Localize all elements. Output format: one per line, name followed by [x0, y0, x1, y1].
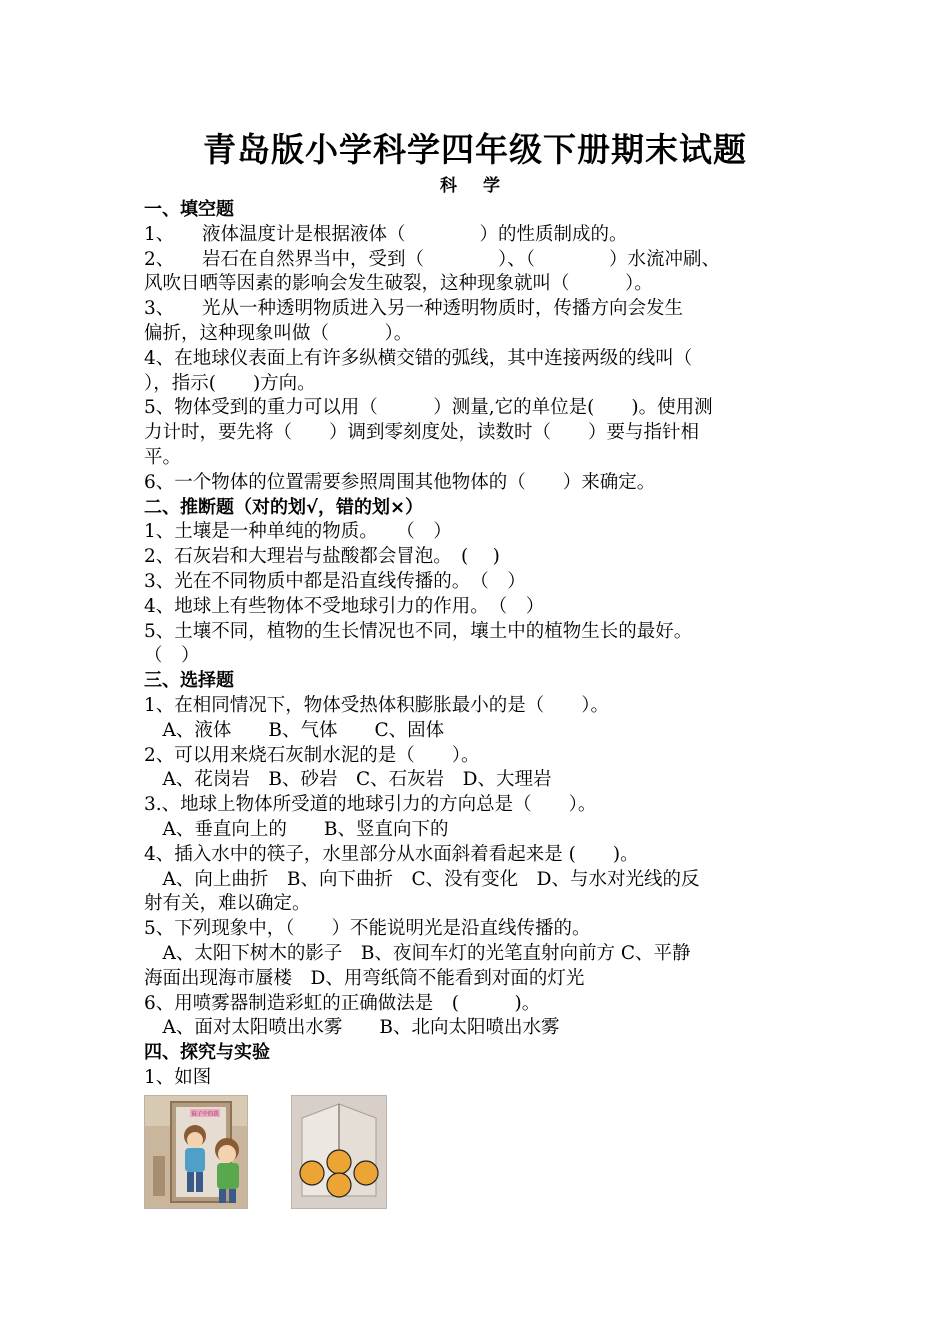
section-heading-fill-blank: 一、填空题	[144, 199, 234, 220]
question-line: 1、如图	[144, 1066, 212, 1088]
options-line: 射有关，难以确定。	[144, 893, 311, 915]
question-line: 3.、地球上物体所受道的地球引力的方向总是（ ）。	[144, 794, 597, 816]
options-line: A、面对太阳喷出水雾 B、北向太阳喷出水雾	[144, 1017, 560, 1039]
question-line: 4、地球上有些物体不受地球引力的作用。 （ ）	[144, 595, 545, 617]
section-heading-true-false: 二、推断题（对的划√，错的划×）	[144, 496, 424, 518]
question-line: ），指示( )方向。	[144, 372, 316, 394]
circles-photo	[291, 1095, 387, 1209]
mirror-illustration	[145, 1096, 247, 1208]
mirror-photo	[144, 1095, 248, 1209]
section-heading-multiple-choice: 三、选择题	[144, 670, 234, 692]
question-line: 5、土壤不同，植物的生长情况也不同，壤土中的植物生长的最好。	[144, 620, 693, 642]
circles-illustration	[292, 1096, 386, 1208]
question-line: 4、在地球仪表面上有许多纵横交错的弧线，其中连接两级的线叫（	[144, 347, 693, 369]
question-line: 5、下列现象中，（ ）不能说明光是沿直线传播的。	[144, 918, 591, 940]
question-line: 风吹日晒等因素的影响会发生破裂，这种现象就叫（ ）。	[144, 273, 653, 295]
options-line: A、垂直向上的 B、竖直向下的	[144, 818, 449, 840]
mirror-caption: 镜子中的我	[191, 1111, 219, 1118]
question-line: 1、 液体温度计是根据液体（ ）的性质制成的。	[144, 223, 628, 245]
options-line: A、太阳下树木的影子 B、夜间车灯的光笔直射向前方 C、平静	[144, 942, 691, 964]
question-line: 力计时，要先将（ ）调到零刻度处，读数时（ ）要与指针相	[144, 422, 700, 444]
question-line: 5、物体受到的重力可以用（ ）测量,它的单位是( )。使用测	[144, 397, 713, 419]
options-line: A、花岗岩 B、砂岩 C、石灰岩 D、大理岩	[144, 769, 552, 791]
section-heading-experiment: 四、探究与实验	[144, 1042, 270, 1064]
question-line: 2、 岩石在自然界当中，受到（ ）、（ ）水流冲刷、	[144, 248, 721, 270]
question-line: 偏折，这种现象叫做（ ）。	[144, 322, 413, 344]
page-title: 青岛版小学科学四年级下册期末试题	[203, 130, 747, 169]
question-line: 2、可以用来烧石灰制水泥的是（ ）。	[144, 744, 480, 766]
question-line: 平。	[144, 446, 182, 468]
question-line: 3、 光从一种透明物质进入另一种透明物质时，传播方向会发生	[144, 298, 684, 320]
question-line: 4、插入水中的筷子，水里部分从水面斜着看起来是 ( )。	[144, 843, 639, 865]
question-line: 6、一个物体的位置需要参照周围其他物体的（ ）来确定。	[144, 471, 656, 493]
options-line: A、向上曲折 B、向下曲折 C、没有变化 D、与水对光线的反	[144, 868, 700, 890]
exam-body	[144, 198, 816, 1091]
question-line: 2、石灰岩和大理岩与盐酸都会冒泡。 ( )	[144, 546, 500, 568]
options-line: A、液体 B、气体 C、固体	[144, 719, 445, 741]
question-line: 1、在相同情况下，物体受热体积膨胀最小的是（ ）。	[144, 694, 610, 716]
options-line: 海面出现海市蜃楼 D、用弯纸筒不能看到对面的灯光	[144, 967, 585, 989]
subject-subtitle: 科 学	[440, 176, 510, 196]
question-line: （ ）	[144, 645, 200, 667]
question-line: 3、光在不同物质中都是沿直线传播的。 （ ）	[144, 570, 526, 592]
question-line: 1、土壤是一种单纯的物质。 （ ）	[144, 521, 452, 543]
question-line: 6、用喷雾器制造彩虹的正确做法是 ( )。	[144, 992, 541, 1014]
